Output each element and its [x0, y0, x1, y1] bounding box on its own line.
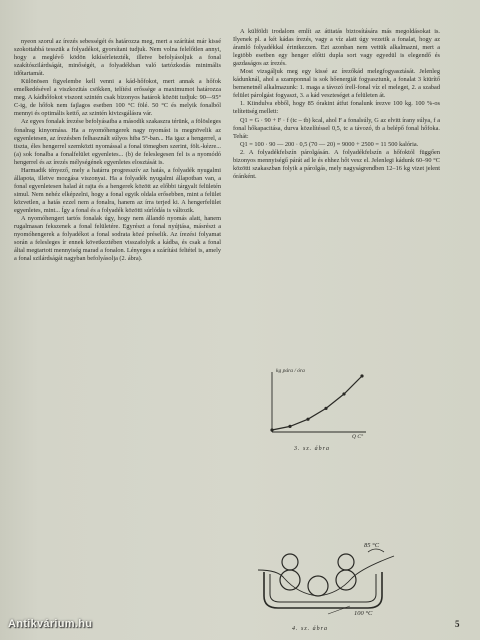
figure-3-caption: 3. sz. ábra: [294, 446, 331, 452]
watermark-logo: Antikvárium.hu: [8, 618, 93, 630]
steam-arc: [368, 549, 384, 552]
figure-4-temp-top: 85 °C: [364, 542, 380, 549]
figure-4-drawing: [258, 542, 398, 620]
roller-3: [308, 576, 328, 596]
roller-5: [338, 554, 354, 570]
figure-3-curve: [272, 376, 362, 430]
figure-3-point-2: [288, 425, 291, 428]
left-paragraph-3: Az egyes fonalak írezése befolyásaiba a második szakaszra térünk, a fölösleges fonalrag kinyomása. Ha a nyomóhengerek nagy nyomást is megnövelik az egyenletesen, az írezésben felhasznált súlyos hiba 5°-ban... Ha igaz a hengerrel, a tiszta, éles hengerrel szemközti nyomással a fonal tömegben szerint, fölt.-kézre... (a) sok fonalba a fonalfelület egyenletes... (b) de feleslegesen fel is a nyomódó hengerrel és az írezés mélységének egyenletes elosztását is.: [14, 118, 221, 166]
left-paragraph-5: A nyomóhengert tartós fonalak úgy, hogy nem állandó nyomás alatt, hanem rugalmasan fekszenek a fonal felületére. Egyrészt a fonal nyújtása, másrészt a nyomóhengerek a folyadékot a fonal sodrata közé préselik. Az írezési folyamat során a felesleges ír ennek következtében visszafolyik a kádba, és csak a fonal által megtartott mennyiség marad a fonalon. Lényeges a szárítási feltétel is, amely a fonal szilárdságát nagyban befolyásolja (2. ábra).: [14, 215, 221, 263]
page-number: 5: [455, 619, 460, 629]
figure-3-point-3: [306, 418, 309, 421]
right-column: [233, 28, 440, 181]
right-paragraph-4: Q1 = G · 90 + F · f (tc – tb) kcal, ahol F a fonalsúly, G az elvitt írany súlya, f a fonal hőkapacitása, durva közelítéssel 0,5, tc a távozó, tb a belépő fonal hőfoka. Tehát:: [233, 116, 440, 140]
right-paragraph-1: A külföldi irodalom említ az átitatás biztosítására más megoldásokat is. Ilyenek pl. a két kádas írezés, vagy a víz alatt úgy vezetik a fonalat, hogy az áramló folyadékkal érintkezzen. Ezt azonban nem vettük alkalmazni, mert a legtöbb esetben egy henger előtti dupla sort vagy egyedül is elegendő és gazdaságos az írezés.: [233, 28, 440, 68]
right-paragraph-3: 1. Kiindulva ebből, hogy 85 órakint átfut fonalunk írezve 100 kg. 100 %-os telítettség mellett:: [233, 100, 440, 116]
figure-3-point-6: [360, 374, 363, 377]
right-paragraph-6: 2. A folyadékfelszín párolgásán. A folyadékfelszín a hőfoktól függően bizonyos mennyiségű párát ad le és ehhez hőt vesz el. Jelenlegi kádunk 60–90 °C közötti szakaszban folyik a párolgás, mely nagyságrendben 12–16 kg vizet jelent óránként.: [233, 148, 440, 180]
right-paragraph-2: Most vizsgáljuk meg egy kissé az írezőkád melegfogyasztását. Jelenleg kádunknál, ahol a szamponnal is sok hőenergiát fogyasztunk, a fonalat 3 kiürítő bemenetnél alkalmazunk: 1. maga a távozó írell-fonal víz el meleget, 2. a szabad felület párolgást fogyaszt, 3. a kád veszteséget a felületen át.: [233, 68, 440, 100]
left-paragraph-2: Különösen figyelembe kell venni a kád-hőfokot, mert annak a hőfok emelkedésével a viszkozitás csökken, telítési erőssége a maximumot határozza meg. A kádhőfokot viszont szintén csak bizonyos határok között tudjuk: 90—95° C-ig, de hőfok nem fajlagos esetben 100 °C fölé. 50 °C és melyik fonalból mennyi és optimális kettő, az szintén kivizsgálásra vár.: [14, 78, 221, 118]
figure-3-point-1: [270, 428, 273, 431]
roller-2: [282, 554, 298, 570]
figure-3-point-5: [342, 392, 345, 395]
figure-4-caption: 4. sz. ábra: [292, 626, 329, 632]
roller-1: [280, 570, 300, 590]
figure-4: [258, 542, 398, 620]
figure-3-plot: [258, 368, 378, 442]
figure-3: [258, 368, 378, 442]
right-paragraph-5: Q1 = 100 · 90 — 200 · 0,5 (70 — 20) = 9000 + 2500 = 11 500 kalória.: [240, 140, 419, 148]
figure-3-ylabel: kg pára / óra: [276, 368, 305, 374]
left-paragraph-1: nyeon szorul az írezés sebességét és határozza meg, mert a szárítást már kissé szokottabbá tesszük a folyadékot, gyorsítani tudjuk. Nem volna felelőtlen annyi, hogy a meglévő ködön kikísérletezték, illetve befolyásoljuk a fonal szakítószilárdságát, minőségét, a folyadékban való tartózkodás minimális időtartamát.: [14, 38, 221, 78]
left-paragraph-4: Harmadik tényező, mely a határra progresszív az hatás, a folyadék nyugalmi állapota, illetve mozgása viszonyai. Ha a folyadék nyugalmi állapotban van, a fonal egyenletesen halad át rajta és a hengerek között az előbbi tárgyalt felületén simul. Nem nehéz elképzelni, hogy a fonal egyik oldala erősebben, mint a felület közvetlen, a hatás ezzel nem a fonalra, hanem az írra terjed ki. A hengerfelület egyenletes, mint... Így a fonal és a folyadék közötti súrlódás is változik.: [14, 166, 221, 214]
figure-3-xlabel: Q C°: [352, 434, 364, 440]
figure-4-temp-bottom: 100 °C: [354, 610, 373, 617]
trough-inner: [270, 574, 376, 602]
yarn-path: [258, 556, 394, 596]
left-column: [14, 38, 221, 263]
roller-4: [336, 570, 356, 590]
figure-3-point-4: [324, 407, 327, 410]
